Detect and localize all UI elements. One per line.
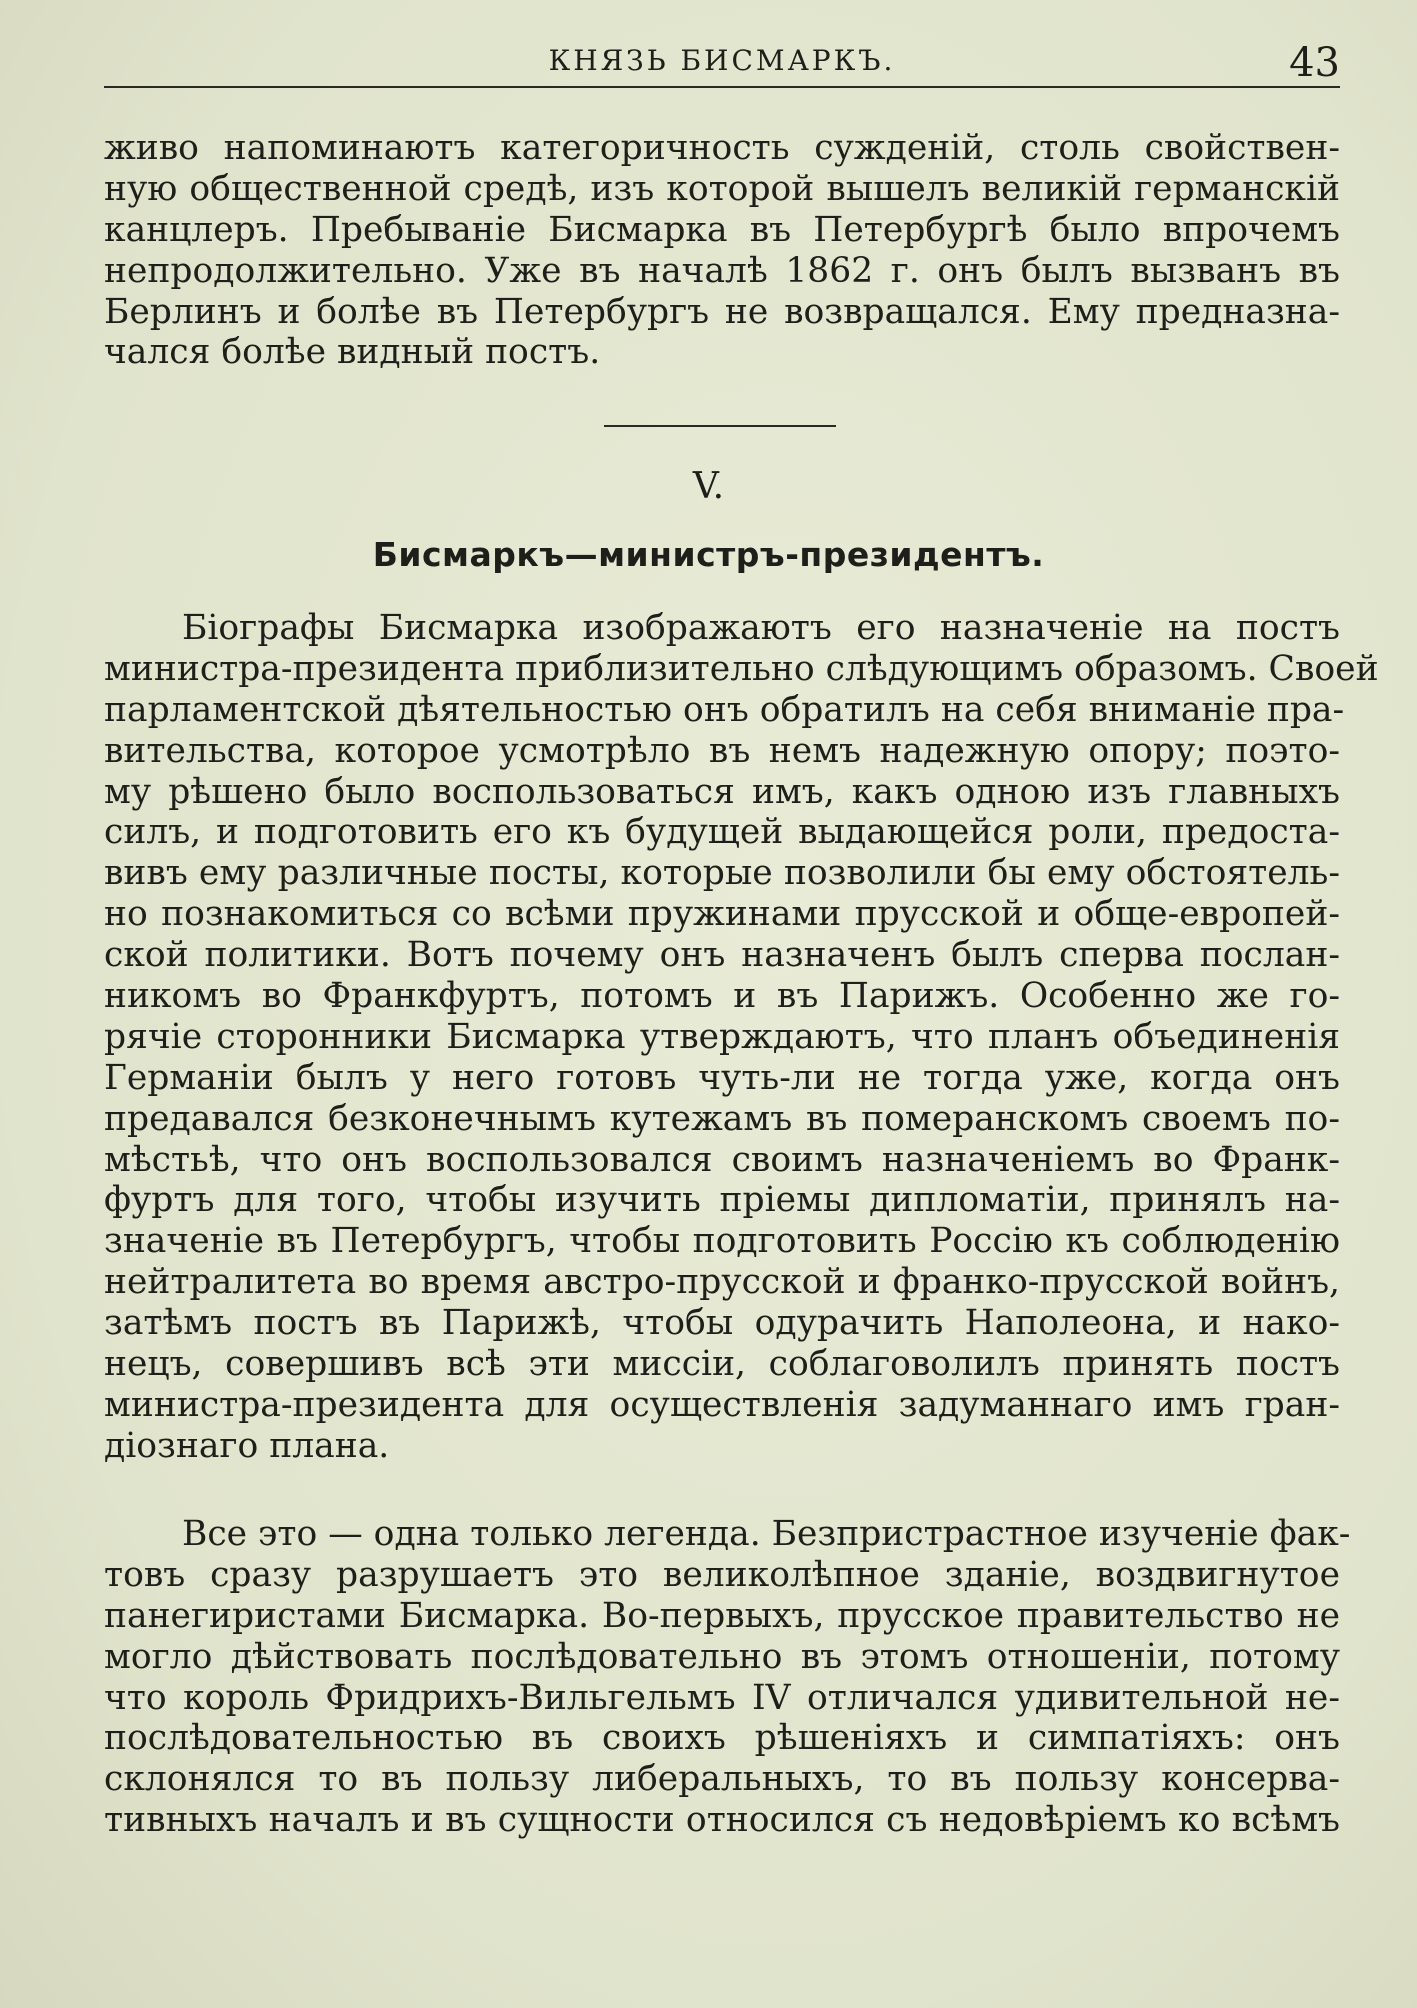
text-line: затѣмъ постъ въ Парижѣ, чтобы одурачить Наполеона, и нако-	[104, 1303, 1340, 1344]
text-line: діознаго плана.	[104, 1425, 390, 1466]
text-line: ской политики. Вотъ почему онъ назначенъ былъ сперва послан-	[104, 935, 1340, 976]
text-line: тивныхъ началъ и въ сущности относился съ недовѣріемъ ко всѣмъ	[104, 1800, 1340, 1841]
header-rule	[104, 86, 1340, 88]
text-line: вивъ ему различные посты, которые позволили бы ему обстоятель-	[104, 853, 1340, 894]
text-line: Берлинъ и болѣе въ Петербургъ не возвращался. Ему предназна-	[104, 291, 1340, 332]
text-line: нейтралитета во время австро-прусской и франко-прусской войнъ,	[104, 1262, 1340, 1303]
page-number: 43	[1289, 40, 1340, 86]
text-line: Біографы Бисмарка изображаютъ его назначеніе на постъ	[182, 608, 1340, 648]
text-line: послѣдовательностью въ своихъ рѣшеніяхъ и симпатіяхъ: онъ	[104, 1718, 1340, 1759]
text-line: но познакомиться со всѣми пружинами прусской и обще-европей-	[104, 894, 1340, 935]
text-line: непродолжительно. Уже въ началѣ 1862 г. онъ былъ вызванъ въ	[104, 250, 1340, 291]
text-line: му рѣшено было воспользоваться имъ, какъ одною изъ главныхъ	[104, 771, 1340, 812]
text-line: живо напоминаютъ категоричность сужденій, столь свойствен-	[104, 128, 1340, 168]
text-line: фуртъ для того, чтобы изучить пріемы дипломатіи, принялъ на-	[104, 1180, 1340, 1221]
text-line: министра-президента приблизительно слѣдующимъ образомъ. Своей	[104, 648, 1379, 689]
running-title: КНЯЗЬ БИСМАРКЪ.	[548, 44, 896, 77]
text-line: панегиристами Бисмарка. Во-первыхъ, прусское правительство не	[104, 1595, 1340, 1636]
text-line: рячіе сторонники Бисмарка утверждаютъ, что планъ объединенія	[104, 1016, 1340, 1057]
running-head	[104, 40, 1340, 94]
text-line: силъ, и подготовить его къ будущей выдающейся роли, предоста-	[104, 812, 1340, 853]
text-line: могло дѣйствовать послѣдовательно въ этомъ отношеніи, потому	[104, 1636, 1340, 1677]
text-line: ную общественной средѣ, изъ которой вышелъ великій германскій	[104, 168, 1340, 209]
text-line: никомъ во Франкфуртъ, потомъ и въ Парижъ. Особенно же го-	[104, 976, 1340, 1017]
text-line: что король Фридрихъ-Вильгельмъ IV отличался удивительной не-	[104, 1677, 1340, 1718]
paragraph-legend	[104, 1514, 1351, 1841]
paragraph-biographers	[104, 608, 1379, 1467]
text-line: предавался безконечнымъ кутежамъ въ померанскомъ своемъ по-	[104, 1098, 1340, 1139]
continued-paragraph	[104, 128, 1340, 373]
text-line: склонялся то въ пользу либеральныхъ, то въ пользу консерва-	[104, 1759, 1340, 1800]
text-line: чался болѣе видный постъ.	[104, 332, 601, 373]
section-divider	[604, 425, 836, 427]
text-line: министра-президента для осуществленія задуманнаго имъ гран-	[104, 1384, 1340, 1425]
text-line: товъ сразу разрушаетъ это великолѣпное зданіе, воздвигнутое	[104, 1554, 1340, 1595]
section-title: Бисмаркъ—министръ-президентъ.	[372, 535, 1045, 574]
text-line: Германіи былъ у него готовъ чуть-ли не тогда уже, когда онъ	[104, 1057, 1340, 1098]
text-line: Все это — одна только легенда. Безпристрастное изученіе фак-	[182, 1514, 1351, 1554]
text-line: значеніе въ Петербургъ, чтобы подготовить Россію къ соблюденію	[104, 1221, 1340, 1262]
text-line: вительства, которое усмотрѣло въ немъ надежную опору; поэто-	[104, 730, 1340, 771]
text-line: нецъ, совершивъ всѣ эти миссіи, соблаговолилъ принять постъ	[104, 1344, 1340, 1385]
text-line: мѣстьѣ, что онъ воспользовался своимъ назначеніемъ во Франк-	[104, 1139, 1340, 1180]
text-line: канцлеръ. Пребываніе Бисмарка въ Петербургѣ было впрочемъ	[104, 209, 1340, 250]
text-line: парламентской дѣятельностью онъ обратилъ на себя вниманіе пра-	[104, 689, 1345, 730]
section-number: V.	[692, 466, 725, 507]
